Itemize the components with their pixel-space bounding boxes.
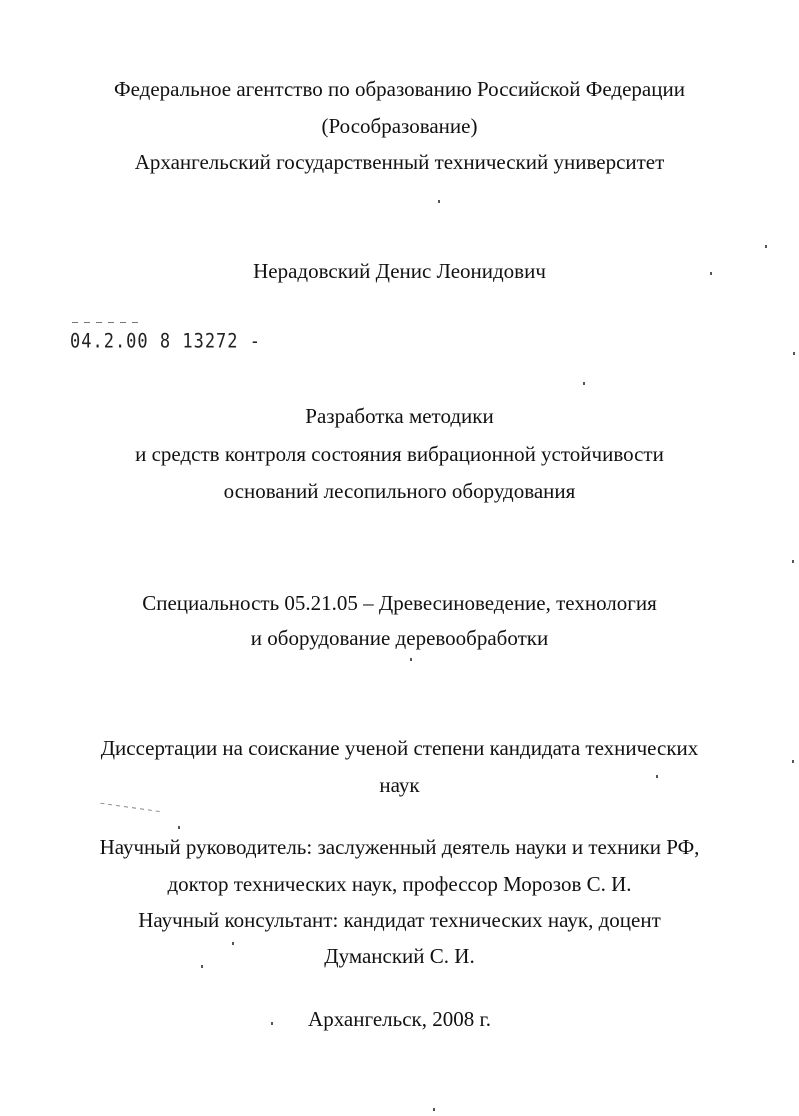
consultant-line-2: Думанский С. И. xyxy=(324,944,475,968)
place-and-year: Архангельск, 2008 г. xyxy=(308,1007,491,1031)
supervisor-line-1: Научный руководитель: заслуженный деятель науки и техники РФ, xyxy=(99,835,700,859)
title-line-3: оснований лесопильного оборудования xyxy=(223,479,576,503)
specialty-line-1: Специальность 05.21.05 – Древесиноведение, технология xyxy=(142,591,657,615)
agency-name: Федеральное агентство по образованию Российской Федерации xyxy=(114,77,685,101)
scan-artifact-dashes xyxy=(72,322,142,323)
scan-speck xyxy=(792,560,794,563)
scan-speck xyxy=(433,1108,435,1111)
agency-short-name: (Рособразование) xyxy=(321,114,478,138)
scan-speck xyxy=(792,760,794,763)
consultant-line-1: Научный консультант: кандидат технических наук, доцент xyxy=(138,908,661,932)
scan-speck xyxy=(410,658,412,661)
scan-speck xyxy=(271,1022,273,1025)
title-line-2: и средств контроля состояния вибрационной устойчивости xyxy=(135,442,664,466)
scan-artifact-trail xyxy=(100,803,162,813)
scan-speck xyxy=(232,942,234,945)
scan-speck xyxy=(656,775,658,778)
scan-speck xyxy=(583,382,585,385)
supervisor-line-2: доктор технических наук, профессор Морозов С. И. xyxy=(167,872,632,896)
scan-speck xyxy=(438,200,440,203)
university-name: Архангельский государственный технический университет xyxy=(134,150,665,174)
library-stamp-code: 04.2.00 8 13272 - xyxy=(70,330,261,353)
scan-speck xyxy=(201,965,203,968)
scan-speck xyxy=(178,826,180,829)
scan-speck xyxy=(793,352,795,355)
author-name: Нерадовский Денис Леонидович xyxy=(253,259,546,283)
title-line-1: Разработка методики xyxy=(305,404,494,428)
scan-speck xyxy=(765,245,767,248)
degree-line-1: Диссертации на соискание ученой степени кандидата технических xyxy=(100,736,699,760)
degree-line-2: наук xyxy=(379,773,420,797)
scan-speck xyxy=(710,272,712,275)
specialty-line-2: и оборудование деревообработки xyxy=(250,626,549,650)
